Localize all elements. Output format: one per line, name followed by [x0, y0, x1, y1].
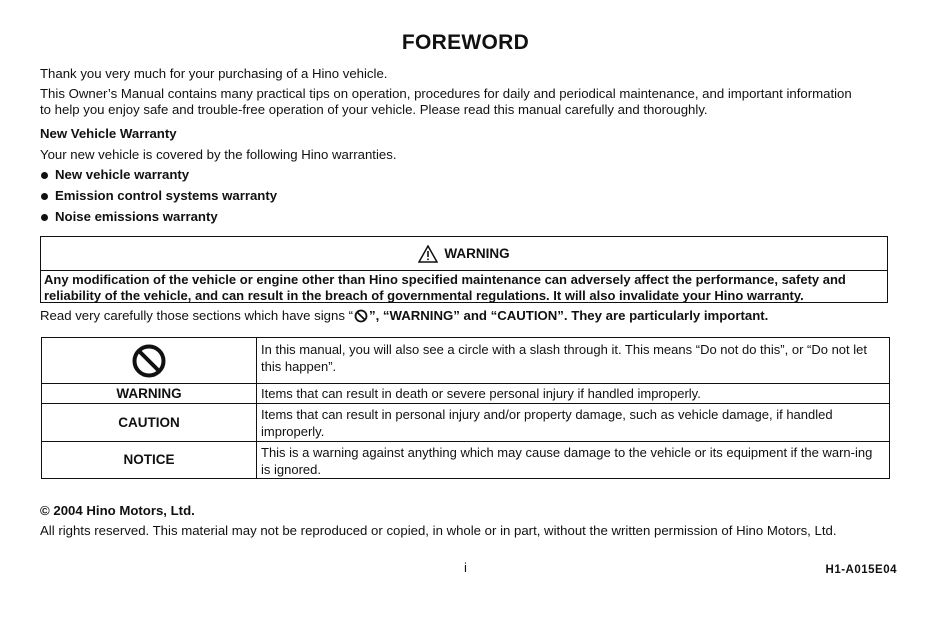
table-cell-sign: CAUTION: [42, 404, 257, 441]
page-number: i: [464, 560, 467, 575]
warranty-item: [40, 167, 189, 183]
warranty-item: [40, 188, 277, 204]
bullet-icon: [41, 172, 48, 179]
signs-note: [40, 308, 900, 324]
prohibition-icon: [130, 342, 168, 380]
table-cell-sign: WARNING: [42, 384, 257, 403]
warning-box-label: WARNING: [444, 245, 510, 261]
warning-box: [40, 236, 888, 303]
warning-box-line: reliability of the vehicle, and can result in the breach of governmental regulations. It will also invalidate your Hino warranty.: [44, 287, 804, 303]
bullet-icon: [41, 193, 48, 200]
intro-thanks: Thank you very much for your purchasing of a Hino vehicle.: [40, 66, 388, 81]
warranty-item-label: New vehicle warranty: [55, 167, 190, 182]
table-row: [42, 442, 889, 478]
warning-box-header: [41, 237, 887, 271]
signs-note-suffix: ”, “WARNING” and “CAUTION”. They are particularly important.: [368, 308, 769, 323]
table-cell-sign: [42, 338, 257, 383]
warning-box-line: Any modification of the vehicle or engine other than Hino specified maintenance can adversely affect the performance, safety and: [44, 272, 846, 287]
intro-line-2: to help you enjoy safe and trouble-free operation of your vehicle. Please read this manual carefully and thoroughly.: [40, 102, 708, 117]
page-title: FOREWORD: [401, 31, 530, 54]
table-cell-text: Items that can result in personal injury and/or property damage, such as vehicle damage, if handled improperly.: [261, 407, 833, 439]
bullet-icon: [41, 214, 48, 221]
table-row: [42, 384, 889, 404]
warranty-item-label: Noise emissions warranty: [55, 209, 218, 224]
signs-note-prefix: Read very carefully those sections which have signs “: [40, 308, 353, 323]
warranty-item: [40, 209, 218, 225]
rights-notice: All rights reserved. This material may not be reproduced or copied, in whole or in part, without the written permission of Hino Motors, Ltd.: [40, 523, 837, 538]
warranty-heading: New Vehicle Warranty: [40, 126, 177, 141]
signs-table: [41, 337, 890, 479]
document-code: H1-A015E04: [825, 564, 897, 576]
intro-line-1: This Owner’s Manual contains many practical tips on operation, procedures for daily and periodical maintenance, and important information: [40, 86, 852, 101]
copyright: © 2004 Hino Motors, Ltd.: [40, 503, 195, 518]
table-cell-text: This is a warning against anything which may cause damage to the vehicle or its equipment if the warn-ing is ignored.: [261, 445, 873, 477]
table-row: [42, 404, 889, 442]
table-row: [42, 338, 889, 384]
warning-triangle-icon: [418, 245, 438, 263]
warranty-item-label: Emission control systems warranty: [55, 188, 278, 203]
warranty-intro: Your new vehicle is covered by the following Hino warranties.: [40, 147, 397, 162]
warning-box-body: [44, 272, 884, 303]
table-cell-text: Items that can result in death or severe personal injury if handled improperly.: [261, 386, 701, 401]
prohibition-icon: [354, 309, 368, 323]
table-cell-text: In this manual, you will also see a circle with a slash through it. This means “Do not do this”, or “Do not let this happen”.: [261, 342, 867, 374]
table-cell-sign: NOTICE: [42, 442, 257, 478]
